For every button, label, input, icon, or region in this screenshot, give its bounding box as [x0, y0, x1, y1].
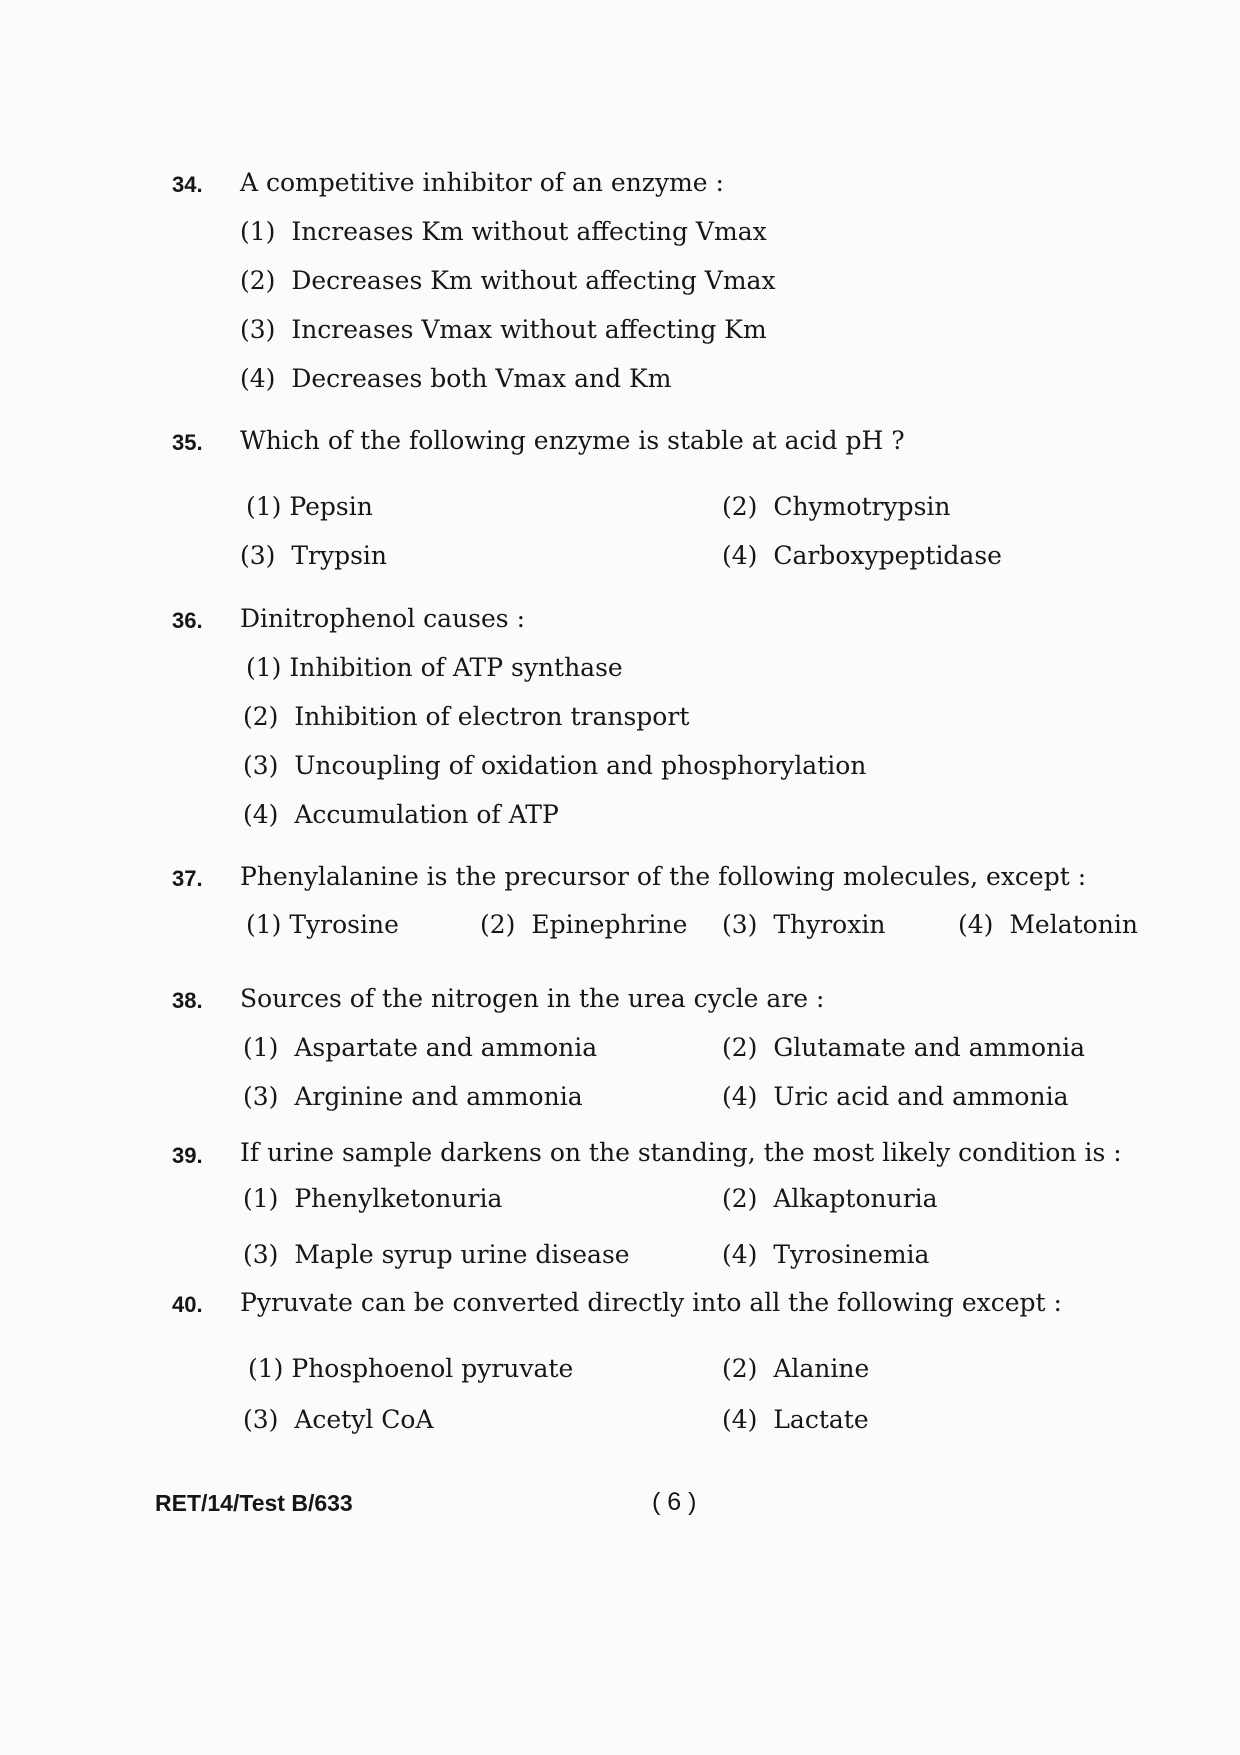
option-2: (2) Epinephrine: [480, 910, 688, 939]
option-4: (4) Carboxypeptidase: [722, 541, 1002, 570]
option-4: (4) Uric acid and ammonia: [722, 1082, 1069, 1111]
option-2: (2) Glutamate and ammonia: [722, 1033, 1086, 1062]
question-number: 36.: [172, 608, 203, 633]
option-4: (4) Melatonin: [958, 910, 1138, 939]
question-text: Which of the following enzyme is stable at acid pH ?: [240, 426, 905, 455]
question-number: 40.: [172, 1292, 203, 1317]
question-text: Pyruvate can be converted directly into all the following except :: [240, 1288, 1062, 1317]
question-text: Phenylalanine is the precursor of the following molecules, except :: [240, 862, 1087, 891]
question-text: Dinitrophenol causes :: [240, 604, 526, 633]
option-1: (1) Phosphoenol pyruvate: [248, 1354, 574, 1383]
option-2: (2) Chymotrypsin: [722, 492, 951, 521]
question-number: 38.: [172, 988, 203, 1013]
option-1: (1) Phenylketonuria: [243, 1184, 503, 1213]
question-text: If urine sample darkens on the standing, the most likely condition is :: [240, 1138, 1122, 1167]
option-3: (3) Thyroxin: [722, 910, 886, 939]
question-text: Sources of the nitrogen in the urea cycle are :: [240, 984, 825, 1013]
page-number: ( 6 ): [652, 1488, 697, 1516]
option-3: (3) Maple syrup urine disease: [243, 1240, 630, 1269]
option-4: (4) Lactate: [722, 1405, 869, 1434]
option-2: (2) Decreases Km without affecting Vmax: [240, 266, 776, 295]
option-4: (4) Accumulation of ATP: [243, 800, 559, 829]
option-4: (4) Tyrosinemia: [722, 1240, 930, 1269]
question-number: 34.: [172, 172, 203, 197]
option-1: (1) Pepsin: [246, 492, 373, 521]
option-2: (2) Inhibition of electron transport: [243, 702, 690, 731]
option-3: (3) Arginine and ammonia: [243, 1082, 583, 1111]
option-3: (3) Trypsin: [240, 541, 388, 570]
option-3: (3) Increases Vmax without affecting Km: [240, 315, 767, 344]
option-4: (4) Decreases both Vmax and Km: [240, 364, 672, 393]
option-1: (1) Inhibition of ATP synthase: [246, 653, 623, 682]
question-number: 35.: [172, 430, 203, 455]
option-3: (3) Uncoupling of oxidation and phosphorylation: [243, 751, 867, 780]
option-1: (1) Aspartate and ammonia: [243, 1033, 598, 1062]
option-2: (2) Alkaptonuria: [722, 1184, 938, 1213]
question-number: 39.: [172, 1143, 203, 1168]
test-code: RET/14/Test B/633: [155, 1490, 353, 1516]
option-1: (1) Tyrosine: [246, 910, 399, 939]
option-1: (1) Increases Km without affecting Vmax: [240, 217, 767, 246]
option-2: (2) Alanine: [722, 1354, 870, 1383]
question-number: 37.: [172, 866, 203, 891]
question-text: A competitive inhibitor of an enzyme :: [240, 168, 724, 197]
option-3: (3) Acetyl CoA: [243, 1405, 434, 1434]
